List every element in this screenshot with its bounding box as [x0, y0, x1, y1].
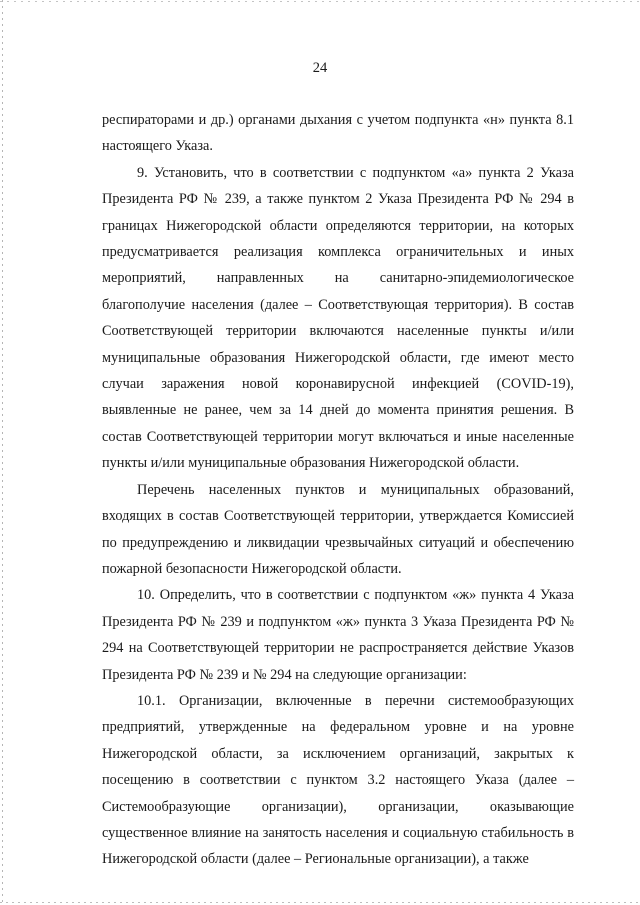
document-body [102, 107, 574, 873]
page-number: 24 [312, 60, 328, 76]
paragraph: 10.1. Организации, включенные в перечни системообразующих предприятий, утвержденные на федеральном уровне и на уровне Нижегородской области, за исключением организаций, закрытых к посещению в соответствии с пунктом 3.2 настоящего Указа (далее – Системообразующие организации), организации, оказывающие существенное влияние на занятость населения и социальную стабильность в Нижегородской области (далее – Региональные организации), а также [102, 692, 574, 868]
paragraph: 10. Определить, что в соответствии с подпунктом «ж» пункта 4 Указа Президента РФ № 239 и подпунктом «ж» пункта 3 Указа Президента РФ № 294 на Соответствующей территории не распространяется действие Указов Президента РФ № 239 и № 294 на следующие организации: [102, 587, 574, 683]
paragraph: Перечень населенных пунктов и муниципальных образований, входящих в состав Соответствующей территории, утверждается Комиссией по предупреждению и ликвидации чрезвычайных ситуаций и обеспечению пожарной безопасности Нижегородской области. [102, 481, 574, 577]
paragraph: 9. Установить, что в соответствии с подпунктом «а» пункта 2 Указа Президента РФ № 239, а также пунктом 2 Указа Президента РФ № 294 в границах Нижегородской области определяются территории, на которых предусматривается реализация комплекса ограничительных и иных мероприятий, направленных на санитарно-эпидемиологическое благополучие населения (далее – Соответствующая территория). В состав Соответствующей территории включаются населенные пункты и/или муниципальные образования Нижегородской области, где имеют место случаи заражения новой коронавирусной инфекцией (COVID-19), выявленные не ранее, чем за 14 дней до момента принятия решения. В состав Соответствующей территории могут включаться и иные населенные пункты и/или муниципальные образования Нижегородской области. [102, 164, 574, 472]
scan-edge-left [2, 0, 3, 905]
scan-edge-bottom [0, 902, 640, 903]
scan-edge-top [0, 1, 640, 2]
paragraph: респираторами и др.) органами дыхания с учетом подпункта «н» пункта 8.1 настоящего Указа. [102, 112, 574, 155]
